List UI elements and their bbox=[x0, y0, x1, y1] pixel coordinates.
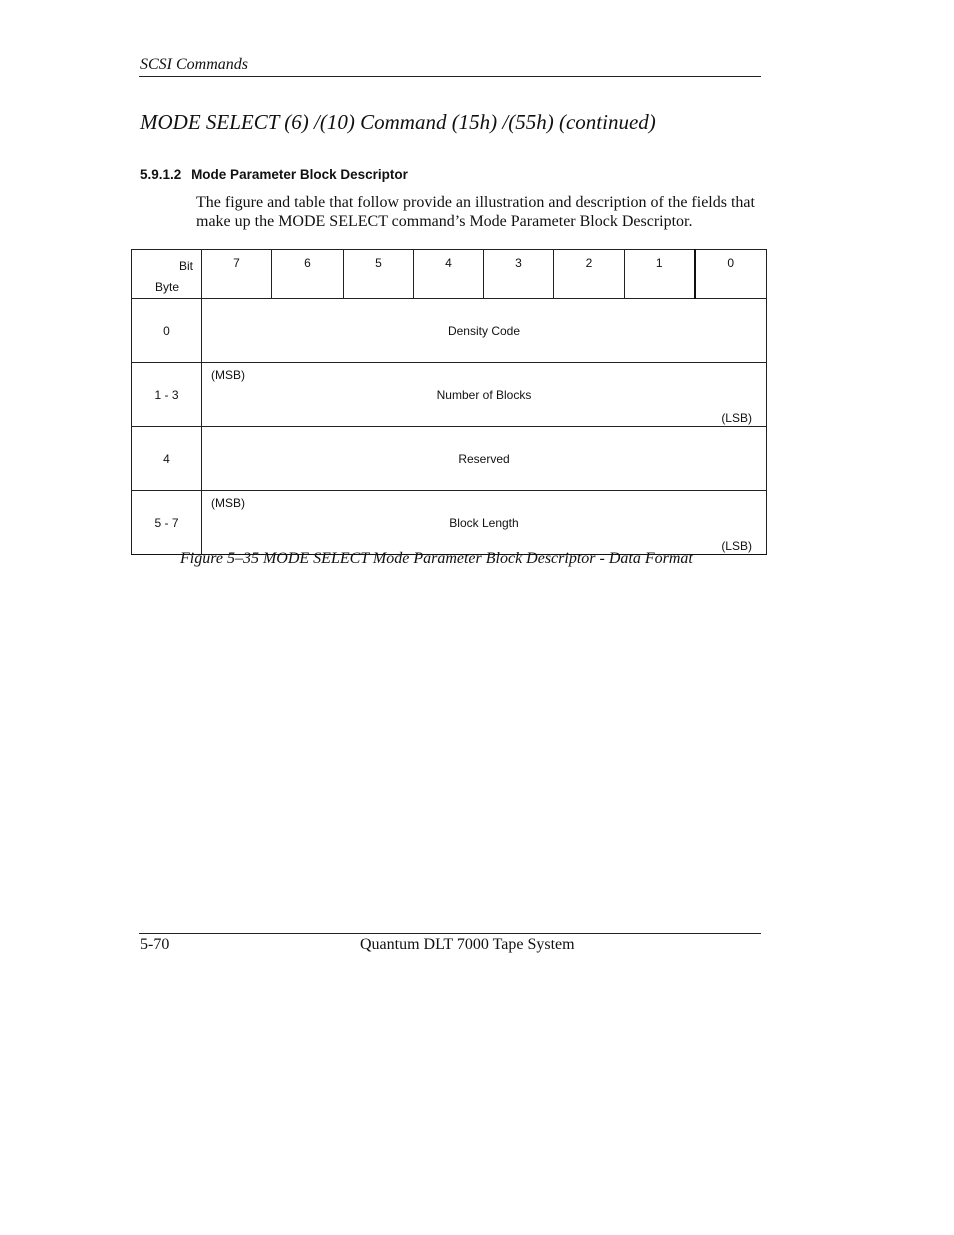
table-header-row bbox=[132, 250, 767, 299]
figure-caption: Figure 5–35 MODE SELECT Mode Parameter Block Descriptor - Data Format bbox=[180, 550, 693, 567]
bit-header-2: 2 bbox=[554, 250, 625, 299]
bit-header-1: 1 bbox=[625, 250, 695, 299]
msb-marker: (MSB) bbox=[211, 496, 245, 510]
bit-header-3: 3 bbox=[484, 250, 554, 299]
field-name: Number of Blocks bbox=[436, 387, 532, 402]
field-name: Density Code bbox=[447, 323, 521, 338]
bit-header-0: 0 bbox=[695, 250, 767, 299]
bit-header-4: 4 bbox=[414, 250, 484, 299]
page-number: 5-70 bbox=[140, 936, 170, 953]
section-heading bbox=[140, 167, 408, 182]
byte-cell: 1 - 3 bbox=[132, 363, 202, 427]
intro-paragraph: The figure and table that follow provide an illustration and description of the fields that make up the MODE SELECT command’s Mode Parameter Block Descriptor. bbox=[196, 194, 755, 230]
bit-header-7: 7 bbox=[202, 250, 272, 299]
table-row bbox=[132, 491, 767, 555]
lsb-marker: (LSB) bbox=[721, 539, 752, 553]
msb-marker: (MSB) bbox=[211, 368, 245, 382]
corner-cell bbox=[132, 250, 202, 299]
lsb-marker: (LSB) bbox=[721, 411, 752, 425]
running-header: SCSI Commands bbox=[140, 56, 249, 73]
byte-cell: 5 - 7 bbox=[132, 491, 202, 555]
header-rule bbox=[139, 76, 761, 77]
field-cell bbox=[202, 299, 767, 363]
byte-cell: 0 bbox=[132, 299, 202, 363]
section-number: 5.9.1.2 bbox=[140, 167, 182, 182]
footer-rule bbox=[139, 933, 761, 934]
byte-cell: 4 bbox=[132, 427, 202, 491]
bit-label: Bit bbox=[178, 259, 193, 273]
table-row bbox=[132, 363, 767, 427]
field-cell bbox=[202, 363, 767, 427]
field-name: Reserved bbox=[458, 451, 510, 466]
field-cell bbox=[202, 427, 767, 491]
document-title: Quantum DLT 7000 Tape System bbox=[360, 936, 575, 953]
block-descriptor-table bbox=[131, 249, 767, 555]
table-row bbox=[132, 427, 767, 491]
bit-header-6: 6 bbox=[272, 250, 344, 299]
page-title: MODE SELECT (6) /(10) Command (15h) /(55h) (continued) bbox=[140, 110, 656, 134]
bit-header-5: 5 bbox=[344, 250, 414, 299]
field-name: Block Length bbox=[449, 515, 519, 530]
table-row bbox=[132, 299, 767, 363]
section-title: Mode Parameter Block Descriptor bbox=[191, 167, 408, 182]
field-cell bbox=[202, 491, 767, 555]
byte-label: Byte bbox=[155, 280, 180, 294]
